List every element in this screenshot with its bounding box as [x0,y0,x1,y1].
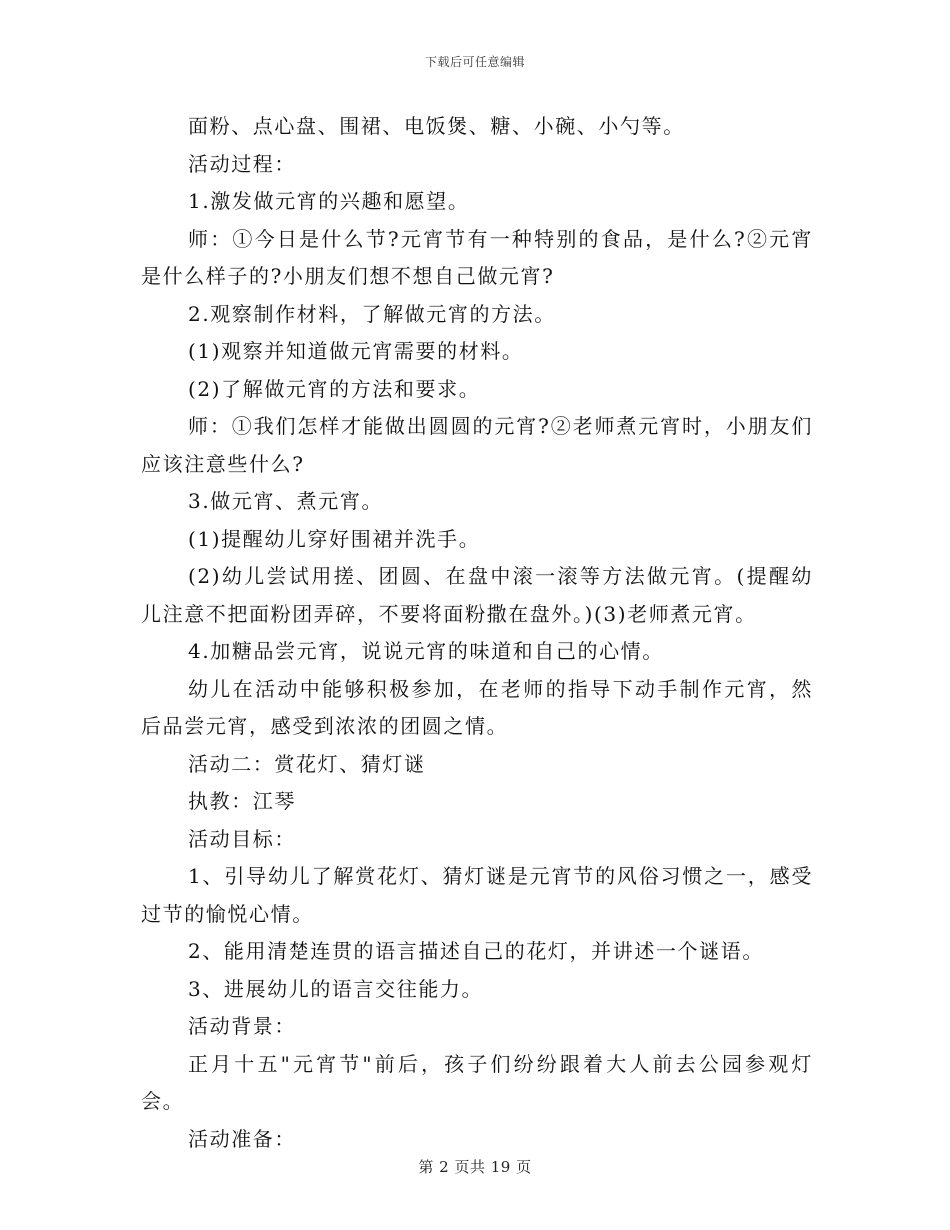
page-number: 第 2 页共 19 页 [418,1158,532,1176]
paragraph: 师：①我们怎样才能做出圆圆的元宵?②老师煮元宵时，小朋友们应该注意些什么? [141,414,813,476]
section-heading: 活动背景： [188,1014,296,1038]
document-body [141,108,813,1158]
list-item: (1)提醒幼儿穿好围裙并洗手。 [188,526,481,551]
paragraph: 执教：江琴 [188,789,296,813]
list-item: (2)幼儿尝试用搓、团圆、在盘中滚一滚等方法做元宵。(提醒幼儿注意不把面粉团弄碎，不要将面粉撒在盘外。)(3)老师煮元宵。 [141,564,813,626]
section-heading: 活动目标： [188,826,296,851]
paragraph: 幼儿在活动中能够积极参加，在老师的指导下动手制作元宵，然后品尝元宵，感受到浓浓的团圆之情。 [141,676,813,738]
section-heading: 活动准备： [188,1126,296,1151]
section-heading: 活动二：赏花灯、猜灯谜 [188,751,426,776]
paragraph: 面粉、点心盘、围裙、电饭煲、糖、小碗、小勺等。 [188,114,685,138]
step-heading: 1.激发做元宵的兴趣和愿望。 [188,189,470,213]
list-item: (2)了解做元宵的方法和要求。 [188,376,481,401]
list-item: 2、能用清楚连贯的语言描述自己的花灯，并讲述一个谜语。 [188,939,764,963]
list-item: 3、进展幼儿的语言交往能力。 [188,976,484,1001]
paragraph: 正月十五"元宵节"前后，孩子们纷纷跟着大人前去公园参观灯会。 [141,1051,813,1113]
step-heading: 3.做元宵、煮元宵。 [188,489,384,513]
section-heading: 活动过程： [188,151,296,176]
list-item: (1)观察并知道做元宵需要的材料。 [188,339,524,363]
paragraph: 师：①今日是什么节?元宵节有一种特别的食品，是什么?②元宵是什么样子的?小朋友们想不想自己做元宵? [141,226,813,288]
page-header-note: 下载后可任意编辑 [424,55,525,69]
list-item: 1、引导幼儿了解赏花灯、猜灯谜是元宵节的风俗习惯之一，感受过节的愉悦心情。 [141,864,813,926]
step-heading: 2.观察制作材料，了解做元宵的方法。 [188,301,556,326]
step-heading: 4.加糖品尝元宵，说说元宵的味道和自己的心情。 [188,639,664,663]
